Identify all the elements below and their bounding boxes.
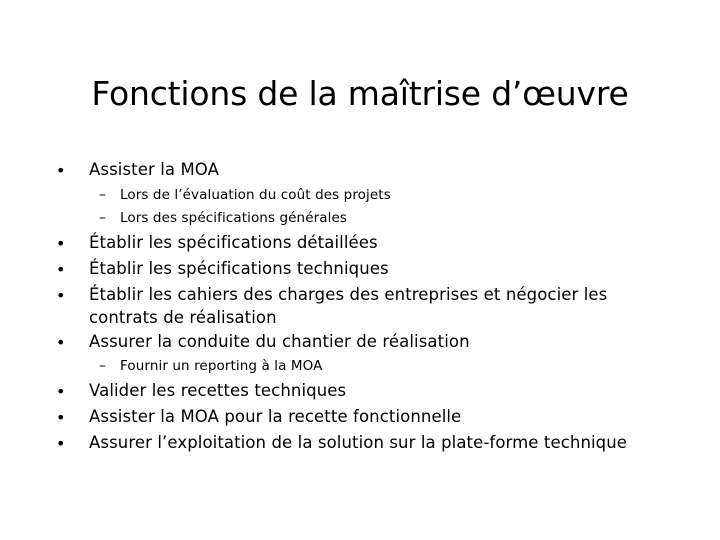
- sub-list-item-text: Lors de l’évaluation du coût des projets: [120, 187, 391, 203]
- list-item-text: Assister la MOA: [89, 160, 219, 179]
- bullet-marker: •: [56, 161, 66, 180]
- bullet-marker: •: [56, 286, 66, 305]
- list-item-text: Établir les cahiers des charges des entreprises et négocier les contrats de réalisation: [89, 285, 608, 327]
- bullet-marker: •: [56, 333, 66, 352]
- bullet-marker: •: [56, 234, 66, 253]
- dash-marker: –: [99, 358, 106, 374]
- list-item-text: Assurer l’exploitation de la solution sur la plate-forme technique: [89, 433, 628, 452]
- slide-title: Fonctions de la maîtrise d’œuvre: [91, 74, 629, 113]
- list-item-text: Valider les recettes techniques: [89, 381, 347, 400]
- list-item-text: Assister la MOA pour la recette fonctionnelle: [89, 407, 462, 426]
- sub-list-item-text: Fournir un reporting à la MOA: [120, 358, 323, 374]
- dash-marker: –: [99, 187, 106, 203]
- list-item-text: Établir les spécifications techniques: [89, 259, 389, 278]
- sub-list-item-text: Lors des spécifications générales: [120, 210, 348, 226]
- bullet-marker: •: [56, 434, 66, 453]
- dash-marker: –: [99, 210, 106, 226]
- list-item-text: Assurer la conduite du chantier de réalisation: [89, 332, 470, 351]
- bullet-marker: •: [56, 260, 66, 279]
- list-item-text: Établir les spécifications détaillées: [89, 233, 378, 252]
- bullet-marker: •: [56, 382, 66, 401]
- bullet-marker: •: [56, 408, 66, 427]
